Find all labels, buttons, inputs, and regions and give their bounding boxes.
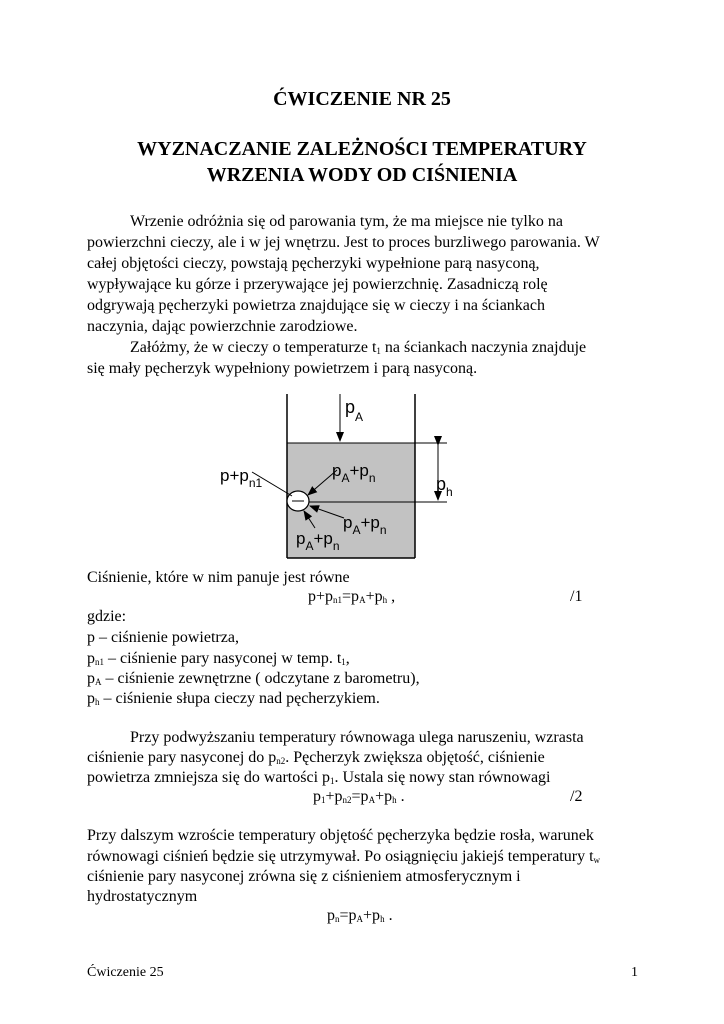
para3-line-3: powietrza zmniejsza się do wartości $p_1$. Ustala się nowy stan równowagi xyxy=(87,769,551,786)
label-pApn-lower: $p_A+p_n$ xyxy=(296,529,340,553)
page-title: ĆWICZENIE NR 25 xyxy=(273,88,451,110)
para1-line-5: odgrywają pęcherzyki powietrza znajdujące się w cieczy i na ściankach xyxy=(87,297,545,314)
eq3-formula: $p_n=p_A+p_h$ . xyxy=(327,907,393,924)
label-ph: $p_h$ xyxy=(436,474,453,499)
subtitle-line-1: WYZNACZANIE ZALEŻNOŚCI TEMPERATURY xyxy=(137,138,587,160)
def-ph: $p_h$ – ciśnienie słupa cieczy nad pęcherzykiem. xyxy=(87,690,380,707)
para4-line-1: Przy dalszym wzroście temperatury objętość pęcherzyka będzie rosła, warunek xyxy=(87,827,594,844)
para2-line-2: się mały pęcherzyk wypełniony powietrzem i parą nasyconą. xyxy=(87,360,478,377)
para1-line-1: Wrzenie odróżnia się od parowania tym, że ma miejsce nie tylko na xyxy=(130,213,563,230)
eq2-number: /2 xyxy=(570,788,583,805)
bubble-vessel-diagram xyxy=(212,388,472,560)
label-pA: $p_A$ xyxy=(345,397,364,424)
footer-left: Ćwiczenie 25 xyxy=(87,965,164,980)
para4-line-2: równowagi ciśnień będzie się utrzymywał. Po osiągnięciu jakiejś temperatury $t_w$ xyxy=(87,848,601,865)
defs-gdzie: gdzie: xyxy=(87,608,127,625)
eq1-formula: $p+p_{n1}=p_A+p_h$ , xyxy=(308,588,396,605)
def-pA: $p_A$ – ciśnienie zewnętrzne ( odczytane z barometru), xyxy=(87,670,420,687)
eq2-formula: $p_1+p_{n2}=p_A+p_h$ . xyxy=(313,788,405,805)
para1-line-2: powierzchni cieczy, ale i w jej wnętrzu. Jest to proces burzliwego parowania. W xyxy=(87,234,600,251)
para4-line-3: ciśnienie pary nasyconej zrówna się z ciśnieniem atmosferycznym i xyxy=(87,868,521,885)
footer-page-number: 1 xyxy=(631,965,638,980)
para3-line-2: ciśnienie pary nasyconej do $p_{n2}$. Pęcherzyk zwiększa objętość, ciśnienie xyxy=(87,749,545,766)
para2-line-1: Załóżmy, że w cieczy o temperaturze $t_1$ na ściankach naczynia znajduje xyxy=(130,339,587,356)
para4-line-4: hydrostatycznym xyxy=(87,888,198,905)
label-pApn-upper: $p_A+p_n$ xyxy=(332,461,376,485)
subtitle-line-2: WRZENIA WODY OD CIŚNIENIA xyxy=(206,164,518,186)
def-pn1: $p_{n1}$ – ciśnienie pary nasyconej w temp. $t_1$, xyxy=(87,650,350,667)
para3-line-1: Przy podwyższaniu temperatury równowaga ulega naruszeniu, wzrasta xyxy=(130,729,584,746)
eq1-intro: Ciśnienie, które w nim panuje jest równe xyxy=(87,569,350,586)
para1-line-6: naczynia, dając powierzchnie zarodziowe. xyxy=(87,318,358,335)
para1-line-3: całej objętości cieczy, powstają pęcherzyki wypełnione parą nasyconą, xyxy=(87,255,540,272)
def-p: p – ciśnienie powietrza, xyxy=(87,629,239,646)
label-ppn1: $p+p_{n1}$ xyxy=(220,466,263,490)
eq1-number: /1 xyxy=(570,588,583,605)
label-pApn-right: $p_A+p_n$ xyxy=(343,513,387,537)
para1-line-4: wypływające ku górze i przerywające jej powierzchnię. Zasadniczą rolę xyxy=(87,276,548,293)
